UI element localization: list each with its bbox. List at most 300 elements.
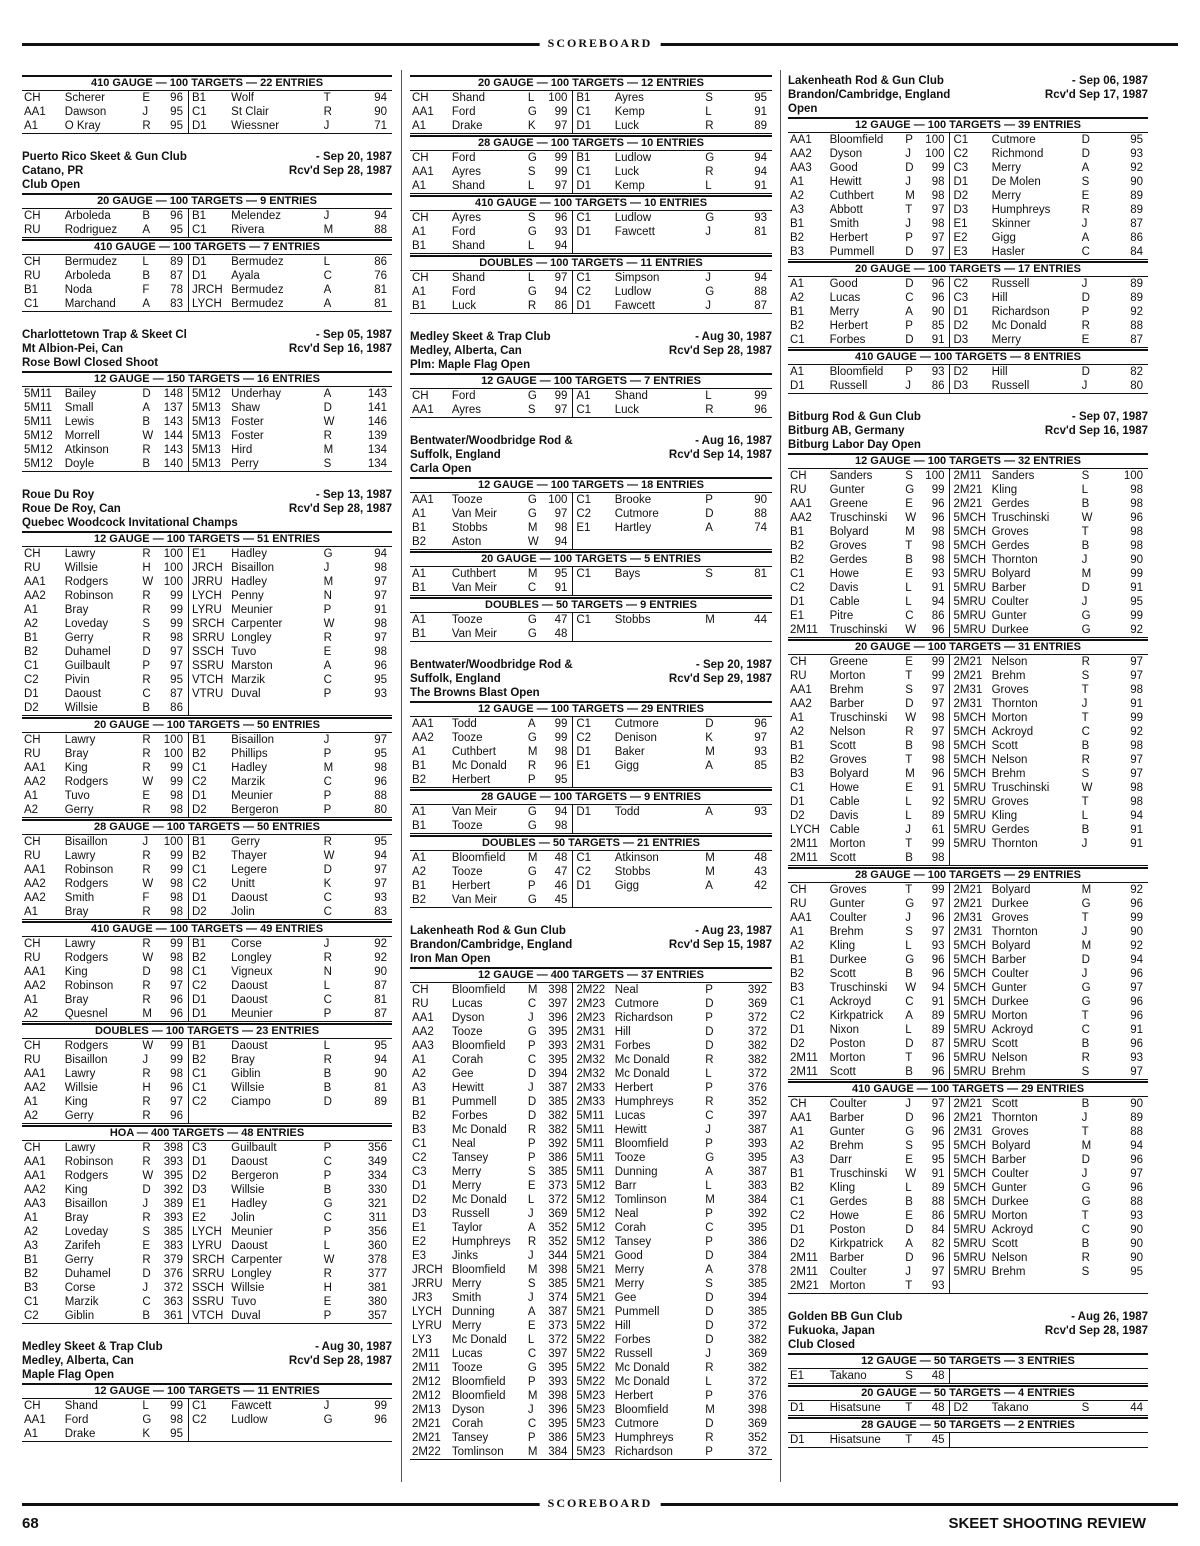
class-cell: D1 bbox=[788, 1401, 828, 1416]
class-cell: 5MCH bbox=[950, 711, 990, 725]
club-location-row bbox=[22, 502, 392, 516]
initial-cell: T bbox=[1081, 684, 1089, 696]
class-cell: B1 bbox=[188, 733, 229, 747]
shooter-name-cell: Merry bbox=[451, 1180, 482, 1192]
club-block bbox=[22, 75, 392, 134]
class-cell: 5MRU bbox=[950, 795, 990, 809]
shooter-name-cell: Willsie bbox=[231, 1184, 265, 1196]
score-cell: 98 bbox=[170, 892, 183, 904]
score-cell: 393 bbox=[548, 1040, 568, 1052]
shooter-name-cell bbox=[229, 1427, 322, 1442]
score-cell: 96 bbox=[1130, 996, 1143, 1008]
score-cell: 92 bbox=[1130, 884, 1143, 896]
club-location: Mt Albion-Pei, Can bbox=[22, 343, 124, 355]
shooter-name-cell: Russell bbox=[828, 379, 904, 394]
received-date: Rcv'd Sep 14, 1987 bbox=[668, 449, 772, 461]
shooter-name-cell: Luck bbox=[614, 166, 639, 178]
class-cell: 5MCH bbox=[950, 995, 990, 1009]
class-cell: CH bbox=[24, 836, 41, 848]
shooter-name-cell: Scott bbox=[991, 1038, 1018, 1050]
table-row bbox=[410, 1221, 772, 1235]
initial-cell: R bbox=[1081, 656, 1090, 668]
score-cell: 395 bbox=[548, 1362, 568, 1374]
class-cell: B2 bbox=[790, 540, 805, 552]
table-row bbox=[788, 539, 1148, 553]
score-cell: 93 bbox=[931, 366, 945, 378]
class-cell: LYCH bbox=[412, 1306, 442, 1318]
shooter-name-cell: Baker bbox=[614, 746, 645, 758]
score-cell: 146 bbox=[367, 416, 387, 428]
initial-cell: A bbox=[705, 522, 713, 534]
initial-cell: E bbox=[905, 568, 913, 580]
table-row bbox=[788, 697, 1148, 711]
table-row bbox=[788, 669, 1148, 683]
class-cell: C2 bbox=[188, 775, 229, 789]
class-cell: A1 bbox=[24, 1096, 39, 1108]
shooter-name-cell: Gerry bbox=[231, 836, 260, 848]
class-cell: AA1 bbox=[24, 1170, 46, 1182]
shooter-name-cell: Bray bbox=[64, 1212, 89, 1224]
class-cell: B2 bbox=[188, 1053, 229, 1067]
shooter-name-cell: Merry bbox=[829, 306, 859, 318]
class-cell: CH bbox=[24, 210, 41, 222]
table-row bbox=[788, 725, 1148, 739]
score-cell: 90 bbox=[1130, 1098, 1143, 1110]
score-cell: 82 bbox=[931, 1238, 945, 1250]
initial-cell: W bbox=[905, 1168, 917, 1180]
table-row bbox=[788, 1265, 1148, 1279]
table-row bbox=[22, 1067, 392, 1081]
initial-cell: P bbox=[905, 232, 913, 244]
score-cell: 92 bbox=[1130, 940, 1143, 952]
results-column-2 bbox=[410, 74, 772, 1460]
class-cell: C2 bbox=[950, 147, 990, 161]
class-cell: SRRU bbox=[188, 631, 229, 645]
class-cell: B1 bbox=[790, 954, 805, 966]
initial-cell: L bbox=[527, 1194, 535, 1206]
initial-cell: D bbox=[705, 998, 714, 1010]
initial-cell: S bbox=[1081, 768, 1090, 780]
initial-cell: B bbox=[1081, 740, 1090, 752]
shooter-name-cell: Willsie bbox=[231, 1282, 265, 1294]
class-cell: 2M32 bbox=[573, 1053, 613, 1067]
table-row bbox=[788, 231, 1148, 245]
score-cell: 93 bbox=[1130, 148, 1143, 160]
section-heading: 20 GAUGE — 50 TARGETS — 4 ENTRIES bbox=[788, 1385, 1148, 1401]
table-row bbox=[22, 877, 392, 891]
initial-cell: M bbox=[705, 1194, 715, 1206]
shooter-name-cell: Daoust bbox=[231, 980, 268, 992]
score-cell: 100 bbox=[163, 748, 183, 760]
score-cell: 97 bbox=[1130, 1168, 1143, 1180]
shooter-name-cell: Stobbs bbox=[451, 522, 488, 534]
shooter-name-cell: Kling bbox=[991, 484, 1018, 496]
score-cell: 140 bbox=[159, 457, 189, 472]
initial-cell: M bbox=[526, 1445, 544, 1460]
score-cell: 96 bbox=[374, 660, 387, 672]
initial-cell: J bbox=[905, 912, 911, 924]
initial-cell: D bbox=[705, 1040, 714, 1052]
table-row bbox=[22, 415, 392, 429]
initial-cell: P bbox=[322, 1007, 344, 1022]
initial-cell: P bbox=[527, 1432, 536, 1444]
class-cell: 2M31 bbox=[950, 1125, 990, 1139]
initial-cell: A bbox=[705, 1264, 713, 1276]
club-location-row bbox=[788, 1324, 1148, 1338]
class-cell: C2 bbox=[22, 1309, 63, 1324]
shooter-name-cell: Smith bbox=[829, 218, 859, 230]
initial-cell: J bbox=[142, 1198, 149, 1210]
class-cell: 5MCH bbox=[950, 1167, 990, 1181]
initial-cell: A bbox=[705, 760, 713, 772]
shooter-name-cell: Mc Donald bbox=[614, 1376, 670, 1388]
event-name: The Browns Blast Open bbox=[410, 687, 540, 699]
class-cell: D1 bbox=[188, 1155, 229, 1169]
class-cell: C1 bbox=[573, 613, 613, 627]
class-cell: AA2 bbox=[790, 148, 812, 160]
club-location: Fukuoka, Japan bbox=[788, 1325, 875, 1337]
class-cell: AA2 bbox=[24, 776, 46, 788]
score-cell: 96 bbox=[931, 292, 945, 304]
class-cell: 5MRU bbox=[950, 1251, 990, 1265]
class-cell: AA2 bbox=[412, 732, 434, 744]
score-cell bbox=[725, 581, 772, 596]
class-cell: A2 bbox=[790, 940, 805, 952]
shooter-name-cell: Gee bbox=[614, 1292, 637, 1304]
score-cell: 382 bbox=[548, 1110, 568, 1122]
initial-cell: R bbox=[323, 836, 332, 848]
shooter-name-cell: Tooze bbox=[614, 1152, 646, 1164]
class-cell: 2M11 bbox=[790, 1052, 818, 1064]
score-cell: 393 bbox=[163, 1212, 183, 1224]
initial-cell: P bbox=[527, 1152, 536, 1164]
event-name: Rose Bowl Closed Shoot bbox=[22, 357, 159, 369]
table-row bbox=[410, 119, 772, 134]
initial-cell: L bbox=[905, 940, 912, 952]
class-cell: AA2 bbox=[790, 512, 812, 524]
score-cell: 96 bbox=[931, 912, 945, 924]
initial-cell: P bbox=[323, 688, 332, 700]
score-cell: 94 bbox=[374, 92, 387, 104]
score-cell: 85 bbox=[754, 760, 767, 772]
score-cell: 95 bbox=[1130, 596, 1143, 608]
score-cell: 99 bbox=[1130, 568, 1143, 580]
class-cell: 2M31 bbox=[573, 1039, 613, 1053]
table-row bbox=[410, 819, 772, 834]
initial-cell: L bbox=[526, 239, 544, 254]
initial-cell: A bbox=[142, 402, 151, 414]
section-heading: 12 GAUGE — 100 TARGETS — 11 ENTRIES bbox=[22, 1383, 392, 1399]
initial-cell: D bbox=[905, 1038, 914, 1050]
class-cell: A3 bbox=[790, 1154, 805, 1166]
results-section bbox=[22, 193, 392, 238]
shooter-name-cell: Groves bbox=[991, 684, 1029, 696]
initial-cell: S bbox=[1080, 1065, 1102, 1080]
initial-cell: J bbox=[527, 1250, 534, 1262]
shooter-name-cell: Cuthbert bbox=[829, 190, 874, 202]
table-row bbox=[788, 189, 1148, 203]
table-row bbox=[410, 1053, 772, 1067]
class-cell bbox=[950, 1369, 990, 1384]
score-cell: 74 bbox=[754, 522, 767, 534]
class-cell: D3 bbox=[188, 1183, 229, 1197]
score-cell: 95 bbox=[170, 106, 183, 118]
shooter-name-cell: Corah bbox=[614, 1222, 647, 1234]
initial-cell: G bbox=[705, 1152, 715, 1164]
score-cell: 94 bbox=[931, 982, 945, 994]
shooter-name-cell: Morton bbox=[991, 1210, 1028, 1222]
shooter-name-cell: Thornton bbox=[991, 838, 1038, 850]
shooter-name-cell: Van Meir bbox=[450, 893, 526, 908]
class-cell: 5MCH bbox=[950, 1139, 990, 1153]
shooter-name-cell: Ford bbox=[451, 152, 476, 164]
class-cell: 2M31 bbox=[950, 925, 990, 939]
score-cell: 99 bbox=[170, 1054, 183, 1066]
score-cell: 397 bbox=[548, 998, 568, 1010]
club-name: Roue Du Roy bbox=[22, 489, 95, 501]
score-cell: 98 bbox=[931, 554, 945, 566]
initial-cell: W bbox=[905, 982, 917, 994]
shooter-name-cell: Kirkpatrick bbox=[829, 1010, 884, 1022]
class-cell: AA1 bbox=[24, 1068, 46, 1080]
class-cell: B1 bbox=[573, 151, 613, 165]
class-cell: 5M12 bbox=[24, 430, 53, 442]
class-cell: E1 bbox=[188, 1197, 229, 1211]
class-cell: VTCH bbox=[188, 673, 229, 687]
table-row bbox=[22, 1141, 392, 1155]
initial-cell: M bbox=[1081, 884, 1092, 896]
results-section bbox=[788, 1417, 1148, 1448]
score-cell: 382 bbox=[747, 1362, 767, 1374]
table-row bbox=[788, 483, 1148, 497]
score-cell: 96 bbox=[931, 954, 945, 966]
table-row bbox=[22, 209, 392, 223]
class-cell: C1 bbox=[790, 782, 805, 794]
class-cell: D1 bbox=[950, 305, 990, 319]
class-cell: C1 bbox=[788, 333, 828, 348]
score-cell: 47 bbox=[554, 866, 568, 878]
shooter-name-cell bbox=[990, 1279, 1080, 1294]
initial-cell: A bbox=[140, 223, 159, 238]
initial-cell: W bbox=[1081, 512, 1093, 524]
score-cell: 87 bbox=[1101, 333, 1148, 348]
shooter-name-cell: Groves bbox=[991, 796, 1029, 808]
score-cell: 91 bbox=[1130, 824, 1143, 836]
initial-cell: M bbox=[905, 526, 915, 538]
shooter-name-cell: Ayres bbox=[451, 212, 482, 224]
table-row bbox=[22, 1007, 392, 1022]
shooter-name-cell: Herbert bbox=[451, 880, 491, 892]
score-cell: 398 bbox=[548, 1264, 568, 1276]
score-cell: 95 bbox=[931, 1154, 945, 1166]
class-cell: AA1 bbox=[24, 1414, 46, 1426]
score-cell: 89 bbox=[1130, 292, 1143, 304]
initial-cell: G bbox=[1081, 1196, 1091, 1208]
score-cell bbox=[344, 1109, 392, 1124]
section-heading: 20 GAUGE — 100 TARGETS — 50 ENTRIES bbox=[22, 717, 392, 733]
section-heading: 28 GAUGE — 100 TARGETS — 50 ENTRIES bbox=[22, 819, 392, 835]
table-row bbox=[410, 507, 772, 521]
initial-cell: L bbox=[526, 179, 544, 194]
score-cell: 378 bbox=[367, 1254, 387, 1266]
table-row bbox=[788, 767, 1148, 781]
results-table bbox=[410, 91, 772, 134]
shooter-name-cell: Rodgers bbox=[64, 1170, 109, 1182]
score-cell: 96 bbox=[1130, 1010, 1143, 1022]
shooter-name-cell: Hewitt bbox=[451, 1082, 484, 1094]
shooter-name-cell: Rivera bbox=[229, 223, 322, 238]
initial-cell: P bbox=[705, 1138, 713, 1150]
initial-cell: S bbox=[527, 166, 536, 178]
table-row bbox=[788, 511, 1148, 525]
shooter-name-cell: Bisaillon bbox=[64, 1198, 108, 1210]
score-cell: 321 bbox=[367, 1198, 387, 1210]
class-cell: 2M21 bbox=[950, 497, 990, 511]
shooter-name-cell: Daoust bbox=[231, 1156, 268, 1168]
score-cell: 134 bbox=[344, 457, 392, 472]
initial-cell: C bbox=[1080, 245, 1102, 260]
score-cell: 85 bbox=[931, 320, 945, 332]
table-row bbox=[788, 161, 1148, 175]
initial-cell: J bbox=[322, 119, 344, 134]
initial-cell: D bbox=[1081, 292, 1090, 304]
shooter-name-cell: Luck bbox=[450, 299, 526, 314]
class-cell: 2M33 bbox=[573, 1095, 613, 1109]
section-heading: 410 GAUGE — 100 TARGETS — 10 ENTRIES bbox=[410, 195, 772, 211]
shooter-name-cell: Bermudez bbox=[64, 256, 118, 268]
event-date: - Sep 20, 1987 bbox=[695, 659, 772, 671]
class-cell: C1 bbox=[188, 1081, 229, 1095]
table-row bbox=[410, 745, 772, 759]
score-cell: 94 bbox=[754, 152, 767, 164]
event-name: Iron Man Open bbox=[410, 953, 491, 965]
table-row bbox=[410, 1193, 772, 1207]
class-cell: 2M11 bbox=[790, 1252, 818, 1264]
shooter-name-cell: Bisaillon bbox=[64, 836, 108, 848]
initial-cell: T bbox=[903, 1401, 921, 1416]
score-cell: 81 bbox=[754, 568, 767, 580]
shooter-name-cell: Hird bbox=[231, 444, 253, 456]
class-cell: B1 bbox=[188, 91, 229, 105]
table-row bbox=[410, 865, 772, 879]
class-cell: C1 bbox=[790, 996, 805, 1008]
initial-cell: R bbox=[705, 1054, 714, 1066]
shooter-name-cell: Takano bbox=[990, 1401, 1080, 1416]
score-cell: 99 bbox=[554, 152, 568, 164]
score-cell: 99 bbox=[170, 776, 183, 788]
initial-cell: G bbox=[527, 106, 537, 118]
shooter-name-cell: Lawry bbox=[64, 850, 96, 862]
club-location: Roue De Roy, Can bbox=[22, 503, 121, 515]
shooter-name-cell: Dyson bbox=[451, 1404, 485, 1416]
shooter-name-cell: Merry bbox=[991, 162, 1021, 174]
class-cell: 5MRU bbox=[950, 823, 990, 837]
class-cell: 2M11 bbox=[950, 469, 990, 483]
initial-cell: K bbox=[526, 119, 544, 134]
table-row bbox=[22, 223, 392, 238]
class-cell: B1 bbox=[790, 306, 805, 318]
class-cell: 5MRU bbox=[950, 1209, 990, 1223]
table-row bbox=[788, 1433, 1148, 1448]
class-cell: C1 bbox=[188, 761, 229, 775]
score-cell: 80 bbox=[1101, 379, 1148, 394]
initial-cell: C bbox=[323, 1212, 332, 1224]
score-cell: 387 bbox=[548, 1306, 568, 1318]
initial-cell: K bbox=[140, 1427, 159, 1442]
shooter-name-cell: Tooze bbox=[451, 866, 483, 878]
table-row bbox=[788, 217, 1148, 231]
results-table bbox=[788, 1369, 1148, 1384]
score-cell: 94 bbox=[544, 239, 573, 254]
class-cell: CH bbox=[412, 984, 429, 996]
initial-cell: G bbox=[527, 732, 537, 744]
class-cell: A1 bbox=[412, 568, 427, 580]
received-date: Rcv'd Sep 17, 1987 bbox=[1044, 89, 1148, 101]
score-cell: 141 bbox=[367, 402, 387, 414]
table-row bbox=[22, 1427, 392, 1442]
initial-cell: L bbox=[323, 256, 331, 268]
event-name: Bitburg Labor Day Open bbox=[788, 439, 921, 451]
class-cell: A1 bbox=[22, 905, 63, 920]
class-cell: AA3 bbox=[412, 1040, 434, 1052]
initial-cell: R bbox=[1081, 1052, 1090, 1064]
class-cell: C2 bbox=[950, 277, 990, 291]
results-section bbox=[410, 551, 772, 596]
initial-cell: A bbox=[905, 1010, 913, 1022]
shooter-name-cell: Shand bbox=[450, 179, 526, 194]
initial-cell: J bbox=[1081, 838, 1088, 850]
class-cell: D1 bbox=[188, 1007, 229, 1022]
score-cell: 352 bbox=[548, 1222, 568, 1234]
shooter-name-cell bbox=[613, 239, 704, 254]
initial-cell: F bbox=[142, 892, 150, 904]
results-section bbox=[410, 701, 772, 788]
class-cell: AA2 bbox=[24, 892, 46, 904]
shooter-name-cell: Duval bbox=[231, 688, 261, 700]
club-name: Charlottetown Trap & Skeet Cl bbox=[22, 329, 187, 341]
shooter-name-cell: Gerry bbox=[64, 1254, 94, 1266]
shooter-name-cell: Kirkpatrick bbox=[829, 1238, 884, 1250]
results-table bbox=[22, 255, 392, 312]
initial-cell: J bbox=[1081, 698, 1088, 710]
initial-cell: G bbox=[527, 390, 537, 402]
class-cell: D2 bbox=[950, 189, 990, 203]
results-section bbox=[788, 1081, 1148, 1294]
score-cell: 330 bbox=[367, 1184, 387, 1196]
shooter-name-cell: Meunier bbox=[231, 604, 273, 616]
initial-cell: L bbox=[705, 106, 712, 118]
table-row bbox=[22, 645, 392, 659]
shooter-name-cell: Rodgers bbox=[64, 1040, 109, 1052]
shooter-name-cell: Hill bbox=[991, 366, 1008, 378]
initial-cell: T bbox=[1081, 1126, 1089, 1138]
shooter-name-cell: Davis bbox=[829, 810, 859, 822]
initial-cell: T bbox=[903, 1279, 921, 1294]
shooter-name-cell: Jolin bbox=[231, 1212, 255, 1224]
initial-cell: D bbox=[903, 333, 921, 348]
initial-cell: B bbox=[905, 740, 913, 752]
table-row bbox=[788, 1111, 1148, 1125]
initial-cell: J bbox=[323, 1400, 330, 1412]
score-cell: 386 bbox=[747, 1236, 767, 1248]
score-cell: 98 bbox=[931, 176, 945, 188]
section-heading: 410 GAUGE — 100 TARGETS — 22 ENTRIES bbox=[22, 75, 392, 91]
shooter-name-cell: Bays bbox=[614, 568, 641, 580]
shooter-name-cell: Darr bbox=[829, 1154, 852, 1166]
shooter-name-cell: Phillips bbox=[231, 748, 268, 760]
initial-cell: M bbox=[323, 762, 334, 774]
score-cell: 96 bbox=[159, 1007, 189, 1022]
